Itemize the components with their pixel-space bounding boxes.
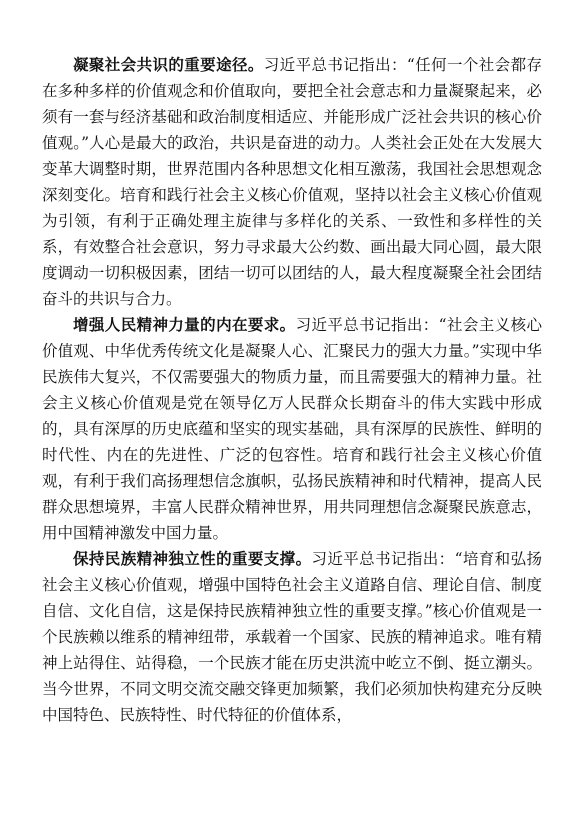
paragraph-text: 习近平总书记指出：“任何一个社会都存在多种多样的价值观念和价值取向，要把全社会意志和力量凝聚起来，必须有一套与经济基础和政治制度相适应、并能形成广泛社会共识的核心价值观。”人心是最大的政治，共识是奋进的动力。人类社会正处在大发展大变革大调整时期，世界范围内各种思想文化相互激荡，我国社会思想观念深刻变化。培育和践行社会主义核心价值观，坚持以社会主义核心价值观为引领，有利于正确处理主旋律与多样化的关系、一致性和多样性的关系，有效整合社会意识，努力寻求最大公约数、画出最大同心圆，最大限度调动一切积极因素，团结一切可以团结的人，最大程度凝聚全社会团结奋斗的共识与合力。 [42,56,542,308]
paragraph-social-consensus [42,52,542,312]
paragraph-lead: 凝聚社会共识的重要途径。 [73,55,264,74]
paragraph-text: 习近平总书记指出：“社会主义核心价值观、中华优秀传统文化是凝聚人心、汇聚民力的强大力量。”实现中华民族伟大复兴，不仅需要强大的物质力量，而且需要强大的精神力量。社会主义核心价值观是党在领导亿万人民群众长期奋斗的伟大实践中形成的，具有深厚的历史底蕴和坚实的现实基础，具有深厚的民族性、鲜明的时代性、内在的先进性、广泛的包容性。培育和践行社会主义核心价值观，有利于我们高扬理想信念旗帜，弘扬民族精神和时代精神，提高人民群众思想境界，丰富人民群众精神世界，用共同理想信念凝聚民族意志，用中国精神激发中国力量。 [42,316,542,542]
paragraph-text: 习近平总书记指出：“培育和弘扬社会主义核心价值观，增强中国特色社会主义道路自信、理论自信、制度自信、文化自信，这是保持民族精神独立性的重要支撑。”核心价值观是一个民族赖以维系的精神纽带，承载着一个国家、民族的精神追求。唯有精神上站得住、站得稳，一个民族才能在历史洪流中屹立不倒、挺立潮头。当今世界，不同文明交流交融交锋更加频繁，我们必须加快构建充分反映中国特色、民族特性、时代特征的价值体系， [42,550,542,724]
paragraph-lead: 增强人民精神力量的内在要求。 [73,315,296,334]
paragraph-spiritual-independence [42,546,542,728]
document-body [42,52,542,728]
paragraph-spiritual-strength [42,312,542,546]
paragraph-lead: 保持民族精神独立性的重要支撑。 [73,549,312,568]
